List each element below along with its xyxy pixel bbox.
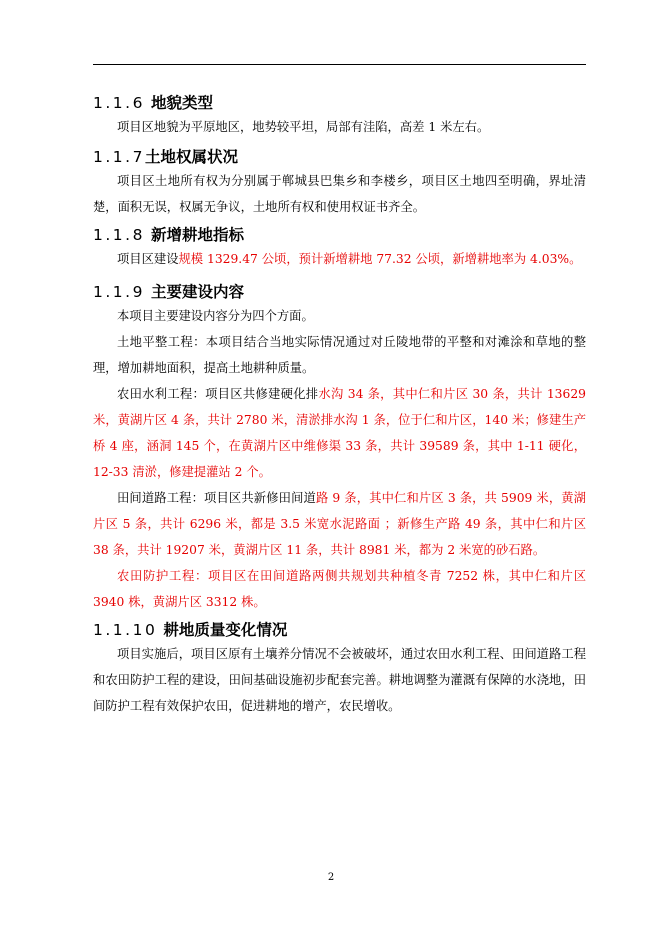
document-body: [93, 92, 586, 719]
header-rule: [93, 64, 586, 65]
paragraph: 项目区土地所有权为分别属于郸城县巴集乡和李楼乡，项目区土地四至明确，界址清楚，面积无误，权属无争议，土地所有权和使用权证书齐全。: [93, 174, 586, 214]
paragraph: 农田防护工程：项目区在田间道路两侧共规划共种植冬青 7252 株，其中仁和片区 3940 株，黄湖片区 3312 株。: [93, 569, 586, 609]
paragraph: 项目区建设规模 1329.47 公顷，预计新增耕地 77.32 公顷，新增耕地率为 4.03%。: [117, 252, 582, 266]
paragraph: 本项目主要建设内容分为四个方面。: [117, 309, 314, 323]
paragraph: 项目区地貌为平原地区，地势较平坦，局部有洼陷，高差 1 米左右。: [117, 120, 490, 134]
paragraph: 农田水利工程：项目区共修建硬化排水沟 34 条，其中仁和片区 30 条，共计 13629 米，黄湖片区 4 条，共计 2780 米，清淤排水沟 1 条，位于仁和片区，140 米；修建生产桥 4 座，涵洞 145 个，在黄湖片区中维修渠 33 条，共计 39589 条，其中 1-11 硬化，12-33 清淤，修建提灌站 2 个。: [93, 387, 586, 479]
section-heading: 1.1.6 地貌类型: [93, 94, 213, 112]
section-heading: 1.1.9 主要建设内容: [93, 283, 244, 301]
section-heading: 1.1.8 新增耕地指标: [93, 226, 244, 244]
section-heading: 1.1.10 耕地质量变化情况: [93, 621, 288, 639]
page-number: 2: [327, 872, 335, 883]
paragraph: 项目实施后，项目区原有土壤养分情况不会被破坏，通过农田水利工程、田间道路工程和农田防护工程的建设，田间基础设施初步配套完善。耕地调整为灌溉有保障的水浇地，田间防护工程有效保护农田，促进耕地的增产，农民增收。: [93, 647, 586, 713]
section-heading: 1.1.7土地权属状况: [93, 148, 238, 166]
paragraph: 田间道路工程：项目区共新修田间道路 9 条，其中仁和片区 3 条，共 5909 米，黄湖片区 5 条，共计 6296 米，都是 3.5 米宽水泥路面 ；新修生产路 49 条，其中仁和片区 38 条，共计 19207 米，黄湖片区 11 条，共计 8981 米，都为 2 米宽的砂石路。: [93, 491, 586, 557]
paragraph: 土地平整工程：本项目结合当地实际情况通过对丘陵地带的平整和对滩涂和草地的整理，增加耕地面积，提高土地耕种质量。: [93, 335, 586, 375]
